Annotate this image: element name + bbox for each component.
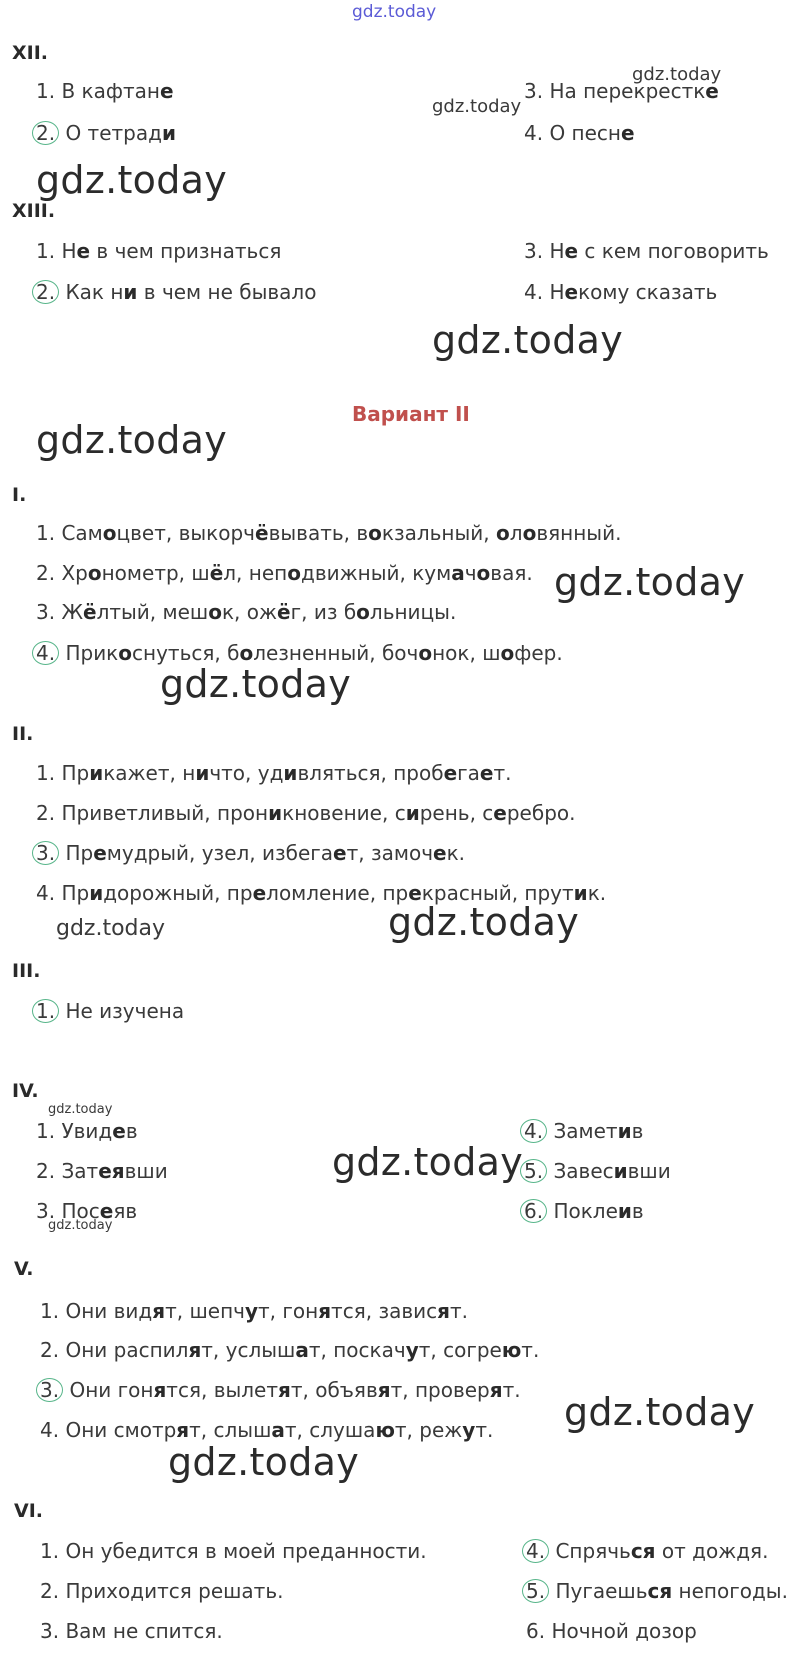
- vi-item-2: 2. Приходится решать.: [40, 1579, 284, 1603]
- watermark-xii-big: gdz.today: [36, 158, 228, 202]
- section-label-i: I.: [12, 484, 27, 506]
- watermark-xii-b: gdz.today: [432, 96, 522, 117]
- vi-item-5: 5. Пугаешься непогоды.: [526, 1578, 788, 1604]
- watermark-v-b: gdz.today: [168, 1440, 360, 1484]
- vi-item-4: 4. Спрячься от дождя.: [526, 1538, 768, 1564]
- section-label-iv: IV.: [12, 1080, 39, 1102]
- i-item-1: 1. Самоцвет, выкорчёвывать, вокзальный, оловянный.: [36, 521, 622, 545]
- ii-item-4: 4. Придорожный, преломление, прекрасный, прутик.: [36, 881, 607, 905]
- v-item-1: 1. Они видят, шепчут, гонятся, зависят.: [40, 1299, 468, 1323]
- ii-item-3: 3. Премудрый, узел, избегает, замочек.: [36, 840, 465, 866]
- vi-item-1: 1. Он убедится в моей преданности.: [40, 1539, 427, 1563]
- watermark-v-a: gdz.today: [564, 1390, 756, 1434]
- section-label-xiii: XIII.: [12, 200, 56, 222]
- ii-item-1: 1. Прикажет, ничто, удивляться, пробегает.: [36, 761, 512, 785]
- variant-title: Вариант II: [352, 402, 470, 426]
- section-label-ii: II.: [12, 723, 34, 745]
- v-item-2: 2. Они распилят, услышат, поскачут, согреют.: [40, 1338, 540, 1362]
- iv-item-2: 2. Затеявши: [36, 1159, 168, 1183]
- vi-item-6: 6. Ночной дозор: [526, 1619, 697, 1643]
- watermark-iv-b: gdz.today: [48, 1218, 113, 1233]
- xii-item-4: 4. О песне: [524, 121, 635, 145]
- v-item-4: 4. Они смотрят, слышат, слушают, режут.: [40, 1418, 494, 1442]
- watermark-xiii-big: gdz.today: [432, 318, 624, 362]
- i-item-2: 2. Хронометр, шёл, неподвижный, кумачовая.: [36, 561, 533, 585]
- answer-circle: 4.: [522, 1539, 549, 1563]
- answer-circle: 6.: [520, 1199, 547, 1223]
- answer-circle: 4.: [520, 1119, 547, 1143]
- watermark-top: gdz.today: [352, 2, 437, 22]
- iv-item-1: 1. Увидев: [36, 1119, 138, 1143]
- xii-item-2: 2. О тетради: [36, 120, 176, 146]
- section-label-vi: VI.: [14, 1500, 43, 1522]
- iv-item-3: 3. Посеяв: [36, 1199, 138, 1223]
- i-item-4: 4. Прикоснуться, болезненный, бочонок, шофер.: [36, 640, 563, 666]
- xii-item-1: 1. В кафтане: [36, 79, 174, 103]
- iv-item-4: 4. Заметив: [524, 1118, 643, 1144]
- section-label-xii: XII.: [12, 42, 49, 64]
- xiii-item-3: 3. Не с кем поговорить: [524, 239, 769, 263]
- watermark-ii-a: gdz.today: [56, 916, 166, 941]
- iv-item-6: 6. Поклeив: [524, 1198, 644, 1224]
- i-item-3: 3. Жёлтый, мешок, ожёг, из больницы.: [36, 600, 457, 624]
- watermark-xii-a: gdz.today: [632, 64, 722, 85]
- watermark-iv-a: gdz.today: [48, 1102, 113, 1117]
- answer-circle: 1.: [32, 999, 59, 1023]
- ii-item-2: 2. Приветливый, проникновение, сирень, серебро.: [36, 801, 576, 825]
- vi-item-3: 3. Вам не спится.: [40, 1619, 223, 1643]
- watermark-variant-big: gdz.today: [36, 418, 228, 462]
- section-label-iii: III.: [12, 960, 41, 982]
- answer-circle: 2.: [32, 280, 59, 304]
- v-item-3: 3. Они гонятся, вылетят, объявят, проверят.: [40, 1377, 521, 1403]
- answer-circle: 5.: [520, 1159, 547, 1183]
- answer-circle: 4.: [32, 641, 59, 665]
- watermark-i-b: gdz.today: [160, 662, 352, 706]
- xiii-item-1: 1. Не в чем признаться: [36, 239, 282, 263]
- answer-circle: 2.: [32, 121, 59, 145]
- section-label-v: V.: [14, 1258, 34, 1280]
- watermark-ii-b: gdz.today: [388, 900, 580, 944]
- iii-item-1: 1. Не изучена: [36, 998, 184, 1024]
- answer-circle: 3.: [32, 841, 59, 865]
- xii-item-3: 3. На перекрестке: [524, 79, 719, 103]
- answer-circle: 3.: [36, 1378, 63, 1402]
- xiii-item-2: 2. Как ни в чем не бывало: [36, 279, 316, 305]
- answer-circle: 5.: [522, 1579, 549, 1603]
- iv-item-5: 5. Завесивши: [524, 1158, 671, 1184]
- watermark-i-a: gdz.today: [554, 560, 746, 604]
- xiii-item-4: 4. Некому сказать: [524, 280, 718, 304]
- watermark-iv-big: gdz.today: [332, 1140, 524, 1184]
